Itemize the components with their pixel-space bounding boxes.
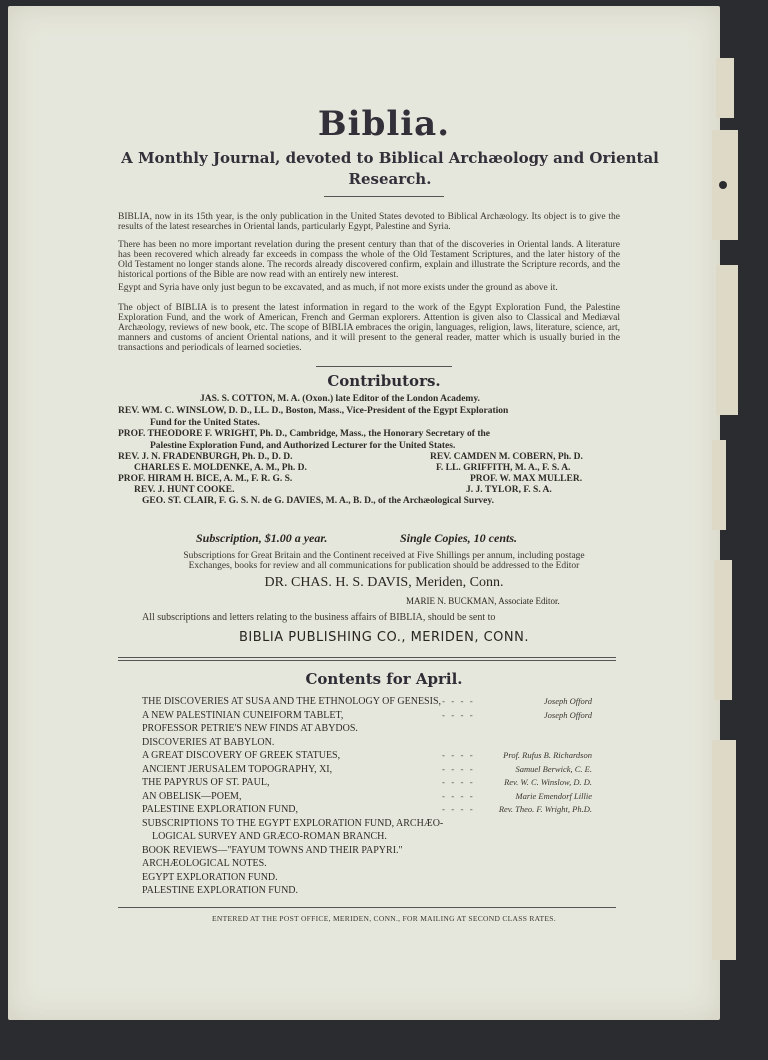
intro-paragraph: There has been no more important revelation during the present century than that of the discoveries in Oriental lands. A literature has been recovered which already far exceeds in compass the whole of the Old Testament Scriptures, and the later history of the Old Testament no longer stands alone. The records already discovered confirm, explain and illustrate the Scripture records, and the historical portions of the Bible are now read with an entirely new interest.: [118, 240, 620, 280]
contents-item-title: THE PAPYRUS OF ST. PAUL,: [142, 777, 270, 788]
subscription-note: Exchanges, books for review and all communications for publication should be addressed to the Editor: [188, 561, 580, 571]
contents-item-author: Marie Emendorf Lillie: [515, 790, 592, 801]
contents-item: [142, 777, 592, 788]
postal-notice: ENTERED AT THE POST OFFICE, MERIDEN, CONN., FOR MAILING AT SECOND CLASS RATES.: [212, 914, 556, 923]
contents-item: [142, 831, 592, 842]
contributor-line: REV. WM. C. WINSLOW, D. D., LL. D., Boston, Mass., Vice-President of the Egypt Exploration: [118, 406, 509, 416]
publisher-name: BIBLIA PUBLISHING CO., MERIDEN, CONN.: [239, 630, 529, 645]
leader-dots: - - - -: [442, 777, 475, 787]
contents-item-title: EGYPT EXPLORATION FUND.: [142, 871, 278, 883]
leader-dots: - - - -: [442, 750, 475, 760]
contributors-heading: Contributors.: [327, 372, 441, 390]
contributor-name: J. J. TYLOR, F. S. A.: [466, 485, 552, 495]
contents-item-author: Prof. Rufus B. Richardson: [503, 750, 592, 760]
contributor-name: CHARLES E. MOLDENKE, A. M., Ph. D.: [134, 463, 307, 473]
associate-editor: MARIE N. BUCKMAN, Associate Editor.: [406, 596, 560, 606]
contents-item-author: Rev. W. C. Winslow, D. D.: [504, 777, 592, 787]
contents-item-title: THE DISCOVERIES AT SUSA AND THE ETHNOLOGY OF GENESIS,: [142, 696, 441, 707]
contents-item-title: PALESTINE EXPLORATION FUND.: [142, 885, 299, 896]
intro-paragraph: Egypt and Syria have only just begun to be excavated, and as much, if not more exists under the ground as above it.: [118, 283, 558, 293]
contents-item: [142, 737, 592, 748]
contents-item-author: Joseph Offord: [543, 709, 592, 720]
journal-subtitle: A Monthly Journal, devoted to Biblical Archæology and Oriental Research.: [121, 149, 659, 188]
contents-heading: Contents for April.: [305, 670, 463, 688]
contents-item-title: LOGICAL SURVEY AND GRÆCO-ROMAN BRANCH.: [142, 831, 387, 842]
contents-item-title: BOOK REVIEWS—"FAYUM TOWNS AND THEIR PAPYRI.": [142, 844, 403, 856]
subscription-note: Subscriptions for Great Britain and the Continent received at Five Shillings per annum, including postage: [183, 551, 585, 561]
contents-item-author: Rev. Theo. F. Wright, Ph.D.: [498, 804, 592, 814]
contents-item-title: DISCOVERIES AT BABYLON.: [142, 736, 275, 748]
leader-dots: - - - -: [442, 790, 475, 801]
intro-paragraph: The object of BIBLIA is to present the latest information in regard to the work of the Egypt Exploration Fund, the Palestine Exploration Fund, and the work of American, French and German explorers. Attention is given also to Classical and Mediæval Archæology, reviews of new book, etc. The scope of BIBLIA embraces the origin, languages, religion, laws, literature, science, art, manners and customs of ancient Oriental nations, and it will present to the general reader, matter which is usually buried in the transactions and periodicals of learned societies.: [118, 303, 620, 353]
contributor-line: GEO. ST. CLAIR, F. G. S. N. de G. DAVIES, M. A., B. D., of the Archæological Survey.: [142, 496, 494, 506]
divider: [118, 907, 616, 908]
contents-item-title: A NEW PALESTINIAN CUNEIFORM TABLET,: [142, 709, 344, 721]
punch-hole: [719, 181, 727, 189]
contributor-line: Fund for the United States.: [150, 418, 260, 428]
divider: [118, 657, 616, 658]
leader-dots: - - - -: [442, 696, 475, 706]
editor-name: DR. CHAS. H. S. DAVIS, Meriden, Conn.: [264, 575, 504, 590]
single-copy-price: Single Copies, 10 cents.: [400, 531, 518, 545]
leader-dots: - - - -: [442, 709, 475, 720]
contents-item-title: AN OBELISK—POEM,: [142, 790, 242, 802]
divider: [118, 660, 616, 661]
contents-item: [142, 804, 592, 815]
contents-item: [142, 845, 592, 856]
leader-dots: - - - -: [442, 804, 475, 814]
contributor-name: PROF. HIRAM H. BICE, A. M., F. R. G. S.: [118, 474, 293, 484]
contents-item-author: Joseph Offord: [543, 696, 592, 706]
contributor-name: F. LL. GRIFFITH, M. A., F. S. A.: [436, 463, 571, 473]
subscription-price: Subscription, $1.00 a year.: [196, 531, 328, 545]
divider: [316, 366, 452, 367]
contents-item: [142, 723, 592, 734]
contents-item-title: ARCHÆOLOGICAL NOTES.: [142, 858, 267, 869]
divider: [324, 196, 444, 197]
contents-item: [142, 750, 592, 761]
contents-item-title: PROFESSOR PETRIE'S NEW FINDS AT ABYDOS.: [142, 723, 358, 734]
contents-item: [142, 696, 592, 707]
intro-paragraph: BIBLIA, now in its 15th year, is the only publication in the United States devoted to Biblical Archæology. Its object is to give the results of the latest researches in Oriental lands, particularly Egypt, Palestine and Syria.: [118, 212, 620, 232]
contents-item: [142, 791, 592, 802]
contents-item-title: A GREAT DISCOVERY OF GREEK STATUES,: [142, 750, 341, 761]
leader-dots: - - - -: [442, 763, 475, 774]
torn-edge: [712, 440, 726, 530]
contributor-name: REV. CAMDEN M. COBERN, Ph. D.: [430, 452, 583, 462]
contents-item: [142, 858, 592, 869]
torn-edge: [716, 265, 738, 415]
contents-item: [142, 885, 592, 896]
contributor-name: REV. J. N. FRADENBURGH, Ph. D., D. D.: [118, 452, 293, 462]
contents-item-title: SUBSCRIPTIONS TO THE EGYPT EXPLORATION FUND, ARCHÆO-: [142, 817, 444, 829]
contributor-name: REV. J. HUNT COOKE.: [134, 485, 235, 495]
contents-item-author: Samuel Berwick, C. E.: [515, 763, 592, 774]
contents-item: [142, 710, 592, 721]
contents-item-title: PALESTINE EXPLORATION FUND,: [142, 804, 299, 815]
contents-item: [142, 872, 592, 883]
contributor-name: PROF. W. MAX MULLER.: [470, 474, 583, 484]
contents-item: [142, 764, 592, 775]
contents-item: [142, 818, 592, 829]
torn-edge: [712, 740, 736, 960]
contributor-line: JAS. S. COTTON, M. A. (Oxon.) late Editor of the London Academy.: [200, 394, 480, 404]
business-note: All subscriptions and letters relating to the business affairs of BIBLIA, should be sent to: [142, 612, 496, 623]
contributor-line: Palestine Exploration Fund, and Authorized Lecturer for the United States.: [150, 441, 456, 451]
contributor-line: PROF. THEODORE F. WRIGHT, Ph. D., Cambridge, Mass., the Honorary Secretary of the: [118, 429, 490, 439]
contents-item-title: ANCIENT JERUSALEM TOPOGRAPHY, XI,: [142, 763, 333, 775]
journal-title: Biblia.: [317, 104, 451, 144]
